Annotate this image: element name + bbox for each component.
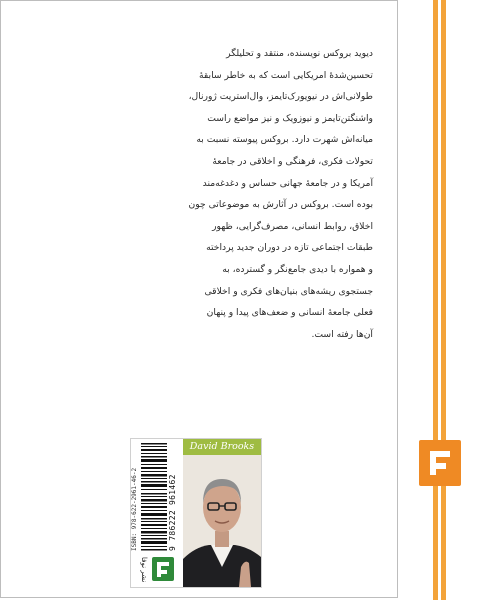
blurb-line: بوده است. بروکس در آثارش به موضوعاتی چون bbox=[188, 199, 373, 211]
barcode-photo-strip bbox=[130, 438, 262, 588]
blurb-line: دیوید بروکس نویسنده، منتقد و تحلیلگر bbox=[226, 48, 373, 59]
blurb-line: میانه‌اش شهرت دارد. بروکس پیوسته نسبت به bbox=[196, 134, 373, 146]
author-photo bbox=[183, 455, 261, 587]
author-portrait-icon bbox=[183, 455, 261, 587]
publisher-block bbox=[134, 555, 178, 583]
blurb-line: و همواره با دیدی جامع‌نگر و گسترده، به bbox=[222, 263, 373, 275]
blurb-line: تحولات فکری، فرهنگی و اخلاقی در جامعهٔ bbox=[212, 155, 373, 167]
ean-digits: 9 786222 961462 bbox=[168, 474, 177, 551]
blurb-line: جستجوی ریشه‌های بنیان‌های فکری و اخلاقی bbox=[204, 285, 373, 297]
spine-stripe-right bbox=[441, 0, 446, 600]
publisher-spine-logo-icon bbox=[419, 440, 461, 486]
blurb-line: واشنگتن‌تایمز و نیوزویک و نیز مواضع راست bbox=[207, 112, 373, 124]
spine-stripe-left bbox=[433, 0, 438, 600]
blurb-line: آمریکا و در جامعهٔ جهانی حساس و دغدغه‌مند bbox=[202, 177, 373, 189]
isbn-text: ISBN: 978-622-2961-46-2 bbox=[131, 467, 138, 551]
blurb-line: طبقات اجتماعی تازه در دوران جدید پرداخته bbox=[206, 242, 373, 254]
publisher-logo-icon bbox=[152, 557, 174, 581]
blurb-line: اخلاق، روابط انسانی، مصرف‌گرایی، ظهور bbox=[212, 220, 373, 232]
barcode-area bbox=[131, 439, 183, 587]
blurb-line: طولانی‌اش در نیویورک‌تایمز، وال‌استریت ژورنال، bbox=[188, 91, 373, 103]
barcode-icon bbox=[141, 443, 167, 551]
blurb-text bbox=[73, 43, 373, 345]
blurb-line: تحسین‌شدهٔ امریکایی است که به خاطر سابقهٔ bbox=[198, 69, 373, 81]
blurb-line: فعلی جامعهٔ انسانی و ضعف‌های پیدا و پنهان bbox=[206, 307, 373, 319]
author-name-band: David Brooks bbox=[183, 439, 261, 455]
publisher-name: نشر نوفا bbox=[140, 557, 148, 583]
blurb-line: آن‌ها رفته است. bbox=[311, 328, 373, 340]
